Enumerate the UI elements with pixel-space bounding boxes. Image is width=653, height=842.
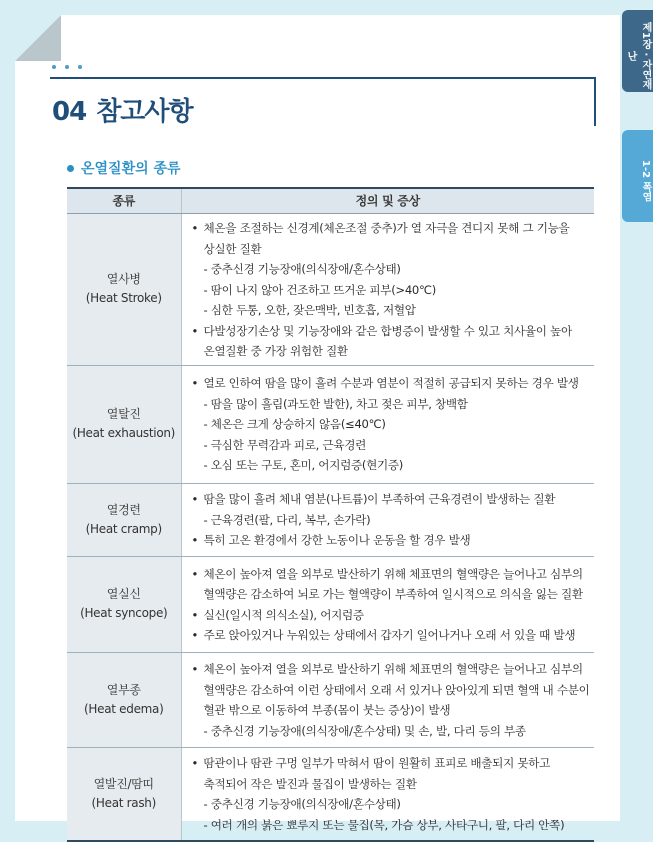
symptom-line: - 중추신경 기능장애(의식장애/혼수상태) 및 손, 발, 다리 등의 부종 xyxy=(192,721,589,742)
symptom-line: - 땀을 많이 흘림(과도한 발한), 차고 젖은 피부, 창백함 xyxy=(192,394,589,415)
definition-line: 상실한 질환 xyxy=(203,241,262,256)
term-korean: 열사병 xyxy=(106,272,141,287)
definition-cell xyxy=(181,556,594,652)
term-english: (Heat syncope) xyxy=(80,606,168,620)
section-title xyxy=(52,91,193,128)
term-cell xyxy=(67,556,181,652)
side-tab-chapter[interactable]: 제1장 · 자연재난 xyxy=(622,10,653,92)
symptom-line: - 오심 또는 구토, 혼미, 어지럼증(현기증) xyxy=(192,455,589,476)
term-cell xyxy=(67,365,181,483)
term-cell xyxy=(67,483,181,556)
definition-line: • 체온을 조절하는 신경계(체온조절 중추)가 열 자극을 견디지 못해 그 기능을 xyxy=(192,218,589,239)
symptom-line: - 심한 두통, 오한, 잦은맥박, 빈호흡, 저혈압 xyxy=(192,300,589,321)
definition-line: • 땀관이나 땀관 구멍 일부가 막혀서 땀이 원활히 표피로 배출되지 못하고 xyxy=(192,753,589,774)
term-korean: 열발진/땀띠 xyxy=(93,776,154,791)
definition-line: 온열질환 중 가장 위험한 질환 xyxy=(203,344,348,358)
definition-line: • 체온이 높아져 열을 외부로 발산하기 위해 체표면의 혈액량은 늘어나고 심부의 xyxy=(192,659,589,680)
symptom-line: - 근육경련(팔, 다리, 복부, 손가락) xyxy=(192,510,589,531)
term-korean: 열부종 xyxy=(106,682,141,697)
term-korean: 열경련 xyxy=(106,502,141,517)
definition-line: 혈액량은 감소하여 이런 상태에서 오래 서 있거나 앉아있게 되면 혈액 내 수분이 xyxy=(203,682,590,697)
symptom-line: - 극심한 무력감과 피로, 근육경련 xyxy=(192,435,589,456)
term-english: (Heat exhaustion) xyxy=(72,426,176,440)
definition-line: 혈관 밖으로 이동하여 부종(몸이 붓는 증상)이 발생 xyxy=(203,703,451,717)
table-row xyxy=(67,747,594,841)
table-row xyxy=(67,483,594,556)
term-cell xyxy=(67,747,181,841)
bullet-dot-icon xyxy=(67,165,74,172)
table-header-row xyxy=(67,188,594,214)
definition-cell xyxy=(181,214,594,366)
section-number: 04 xyxy=(52,97,87,127)
subheading xyxy=(67,158,181,178)
side-tab-section[interactable]: 1-2 폭염 xyxy=(622,130,653,222)
symptom-line: - 체온은 크게 상승하지 않음(≤40℃) xyxy=(192,414,589,435)
definition-cell xyxy=(181,365,594,483)
table-row xyxy=(67,652,594,747)
heat-illness-table xyxy=(67,187,594,842)
page-fold-corner xyxy=(15,15,61,61)
definition-line: • 열로 인하여 땀을 많이 흘려 수분과 염분이 적절히 공급되지 못하는 경우 발생 xyxy=(192,373,589,394)
definition-line: • 주로 앉아있거나 누워있는 상태에서 갑자기 일어나거나 오래 서 있을 때 발생 xyxy=(192,625,589,646)
term-english: (Heat edema) xyxy=(84,701,164,716)
symptom-line: - 중추신경 기능장애(의식장애/혼수상태) xyxy=(192,794,589,815)
term-cell xyxy=(67,214,181,366)
definition-cell xyxy=(181,747,594,841)
symptom-line: - 여러 개의 붉은 뾰루지 또는 물집(목, 가슴 상부, 사타구니, 팔, 다리 안쪽) xyxy=(192,815,589,836)
table-row xyxy=(67,556,594,652)
column-header-type: 종류 xyxy=(67,188,181,214)
term-cell xyxy=(67,652,181,747)
definition-cell xyxy=(181,483,594,556)
definition-line: • 다발성장기손상 및 기능장애와 같은 합병증이 발생할 수 있고 치사율이 높아 xyxy=(192,321,589,342)
column-header-definition: 정의 및 증상 xyxy=(181,188,594,214)
symptom-line: - 땀이 나지 않아 건조하고 뜨거운 피부(>40℃) xyxy=(192,280,589,301)
definition-line: • 특히 고온 환경에서 강한 노동이나 운동을 할 경우 발생 xyxy=(192,530,589,551)
symptom-line: - 중추신경 기능장애(의식장애/혼수상태) xyxy=(192,259,589,280)
subheading-text: 온열질환의 종류 xyxy=(81,161,181,177)
document-page xyxy=(15,15,620,832)
decorative-dots xyxy=(52,65,82,69)
term-korean: 열실신 xyxy=(106,587,141,601)
definition-line: 축적되어 작은 발진과 물집이 발생하는 질환 xyxy=(203,776,417,791)
definition-cell xyxy=(181,652,594,747)
term-english: (Heat cramp) xyxy=(85,521,162,536)
definition-line: • 체온이 높아져 열을 외부로 발산하기 위해 체표면의 혈액량은 늘어나고 심부의 xyxy=(192,564,589,585)
table-row xyxy=(67,214,594,366)
term-english: (Heat Stroke) xyxy=(85,291,162,306)
section-title-text: 참고사항 xyxy=(96,97,193,127)
definition-line: • 땀을 많이 흘려 체내 염분(나트륨)이 부족하여 근육경련이 발생하는 질환 xyxy=(192,489,589,510)
definition-line: 혈액량은 감소하여 뇌로 가는 혈액량이 부족하여 일시적으로 의식을 잃는 질환 xyxy=(203,587,583,601)
definition-line: • 실신(일시적 의식소실), 어지럼증 xyxy=(192,605,589,626)
term-english: (Heat rash) xyxy=(91,795,156,810)
table-row xyxy=(67,365,594,483)
term-korean: 열탈진 xyxy=(106,407,141,421)
